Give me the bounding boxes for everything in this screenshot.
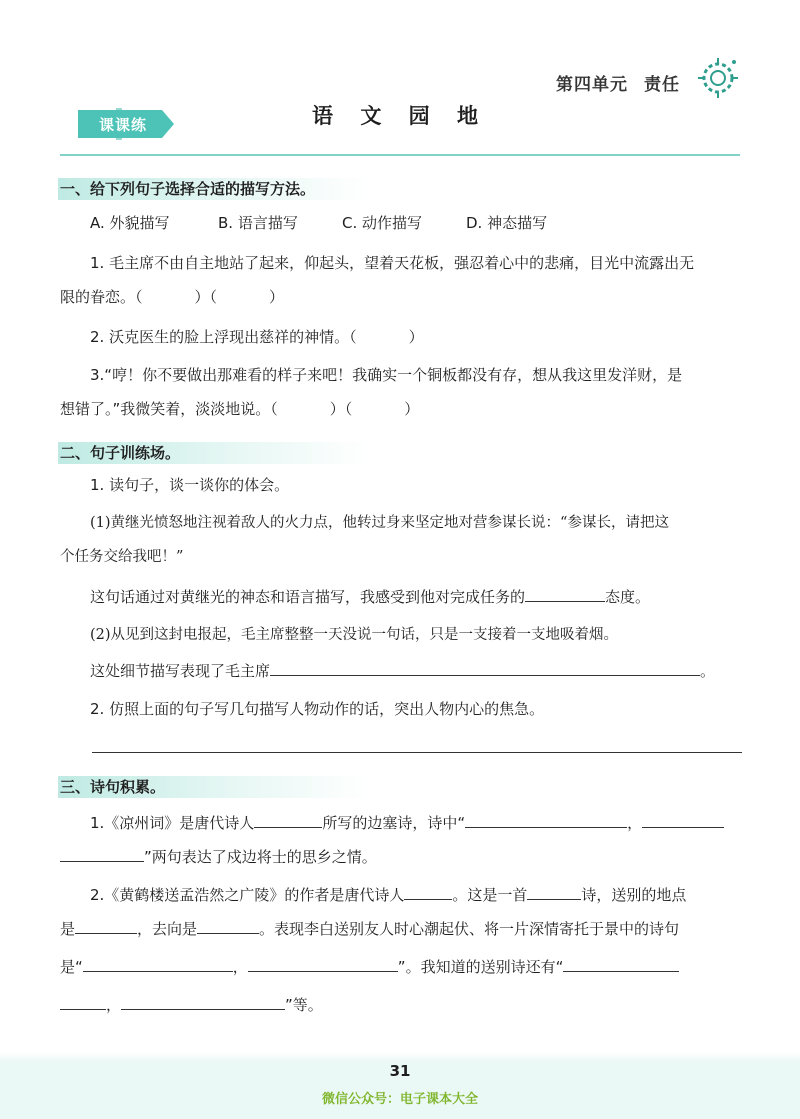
section3-heading: 三、诗句积累。 — [58, 776, 370, 798]
s2-item2-writing-line[interactable] — [92, 752, 742, 753]
p2-k: ”等。 — [285, 996, 323, 1014]
p1-line1 — [90, 812, 724, 834]
option-a: A. 外貌描写 — [90, 214, 170, 232]
p1-line2 — [60, 846, 377, 868]
s2-answer2 — [90, 660, 715, 682]
page-number: 31 — [389, 1062, 411, 1080]
s2-answer1-pre: 这句话通过对黄继光的神态和语言描写，我感受到他对完成任务的 — [90, 588, 526, 606]
p1-c: ， — [627, 814, 643, 832]
s2-answer2-post: 。 — [700, 662, 716, 680]
p2-a: 2.《黄鹤楼送孟浩然之广陵》的作者是唐代诗人 — [90, 886, 405, 904]
p2-line1 — [90, 884, 686, 906]
q3-line1: 3.“哼！你不要做出那难看的样子来吧！我确实一个铜板都没有存，想从我这里发洋财，是 — [90, 366, 683, 384]
q1-line1: 1. 毛主席不由自主地站了起来，仰起头，望着天花板，强忍着心中的悲痛，目光中流露出无 — [90, 254, 695, 272]
s2-answer1 — [90, 586, 650, 608]
unit-label — [556, 70, 680, 95]
option-list — [90, 212, 547, 234]
q2-paren-end: ） — [408, 328, 424, 346]
p1-verse-blank-1[interactable] — [465, 812, 627, 828]
section1-heading: 一、给下列句子选择合适的描写方法。 — [58, 178, 370, 200]
p2-j: ， — [106, 996, 122, 1014]
q1-paren-end: ） — [269, 288, 285, 306]
p1-verse-blank-2b[interactable] — [60, 846, 144, 862]
p1-verse-blank-2a[interactable] — [642, 812, 724, 828]
p2-c: 诗，送别的地点 — [581, 886, 687, 904]
p2-verse-blank-1[interactable] — [83, 956, 233, 972]
unit-name: 第四单元 — [556, 75, 628, 95]
s2-answer1-blank[interactable] — [525, 586, 605, 602]
s2-item2: 2. 仿照上面的句子写几句描写人物动作的话，突出人物内心的焦急。 — [90, 700, 545, 718]
unit-topic: 责任 — [644, 75, 680, 95]
q1-text: 限的眷恋。（ — [60, 288, 143, 306]
wechat-credit: 微信公众号：电子课本大全 — [321, 1092, 478, 1107]
q3-text: 想错了。”我微笑着，淡淡地说。（ — [60, 400, 278, 418]
s2-sentence1-line1: (1)黄继光愤怒地注视着敌人的火力点，他转过身来坚定地对营参谋长说：“参谋长，请把这 — [90, 515, 669, 531]
p2-type-blank[interactable] — [527, 884, 581, 900]
option-b: B. 语言描写 — [218, 214, 298, 232]
p2-line3 — [60, 956, 679, 978]
q2-line — [90, 326, 424, 348]
p1-poet-blank[interactable] — [254, 812, 322, 828]
p2-h: ， — [232, 958, 248, 976]
p2-other-poem-blank-2[interactable] — [121, 994, 285, 1010]
p2-e: ，去向是 — [137, 920, 198, 938]
p2-g: 是“ — [60, 958, 83, 976]
q1-line2 — [60, 286, 284, 308]
s2-answer2-pre: 这处细节描写表现了毛主席 — [90, 662, 271, 680]
q1-paren-mid: ）（ — [194, 288, 218, 306]
p1-a: 1.《凉州词》是唐代诗人 — [90, 814, 255, 832]
s2-answer2-blank[interactable] — [270, 660, 700, 676]
q2-text: 2. 沃克医生的脸上浮现出慈祥的神情。（ — [90, 328, 357, 346]
s2-sentence1-line2: 个任务交给我吧！” — [60, 549, 184, 565]
p1-d: ”两句表达了戍边将士的思乡之情。 — [144, 848, 377, 866]
p2-place-blank[interactable] — [75, 918, 137, 934]
option-d: D. 神态描写 — [466, 214, 548, 232]
header-divider — [60, 154, 740, 156]
p1-b: 所写的边塞诗，诗中“ — [322, 814, 466, 832]
footer-fade — [0, 1052, 800, 1062]
p2-line4 — [60, 994, 323, 1016]
s2-sentence2: (2)从见到这封电报起，毛主席整整一天没说一句话，只是一支接着一支地吸着烟。 — [90, 627, 619, 643]
p2-f: 。表现李白送别友人时心潮起伏、将一片深情寄托于景中的诗句 — [259, 920, 680, 938]
p2-verse-blank-2[interactable] — [248, 956, 398, 972]
section2-heading: 二、句子训练场。 — [58, 442, 370, 464]
gear-emblem-icon — [694, 54, 742, 102]
s2-item1: 1. 读句子，谈一谈你的体会。 — [90, 476, 290, 494]
p2-b: 。这是一首 — [452, 886, 528, 904]
badge-label: 课课练 — [98, 116, 147, 134]
option-c: C. 动作描写 — [342, 214, 423, 232]
page-title: 语 文 园 地 — [312, 103, 488, 128]
p2-line2 — [60, 918, 679, 940]
q3-paren-mid: ）（ — [329, 400, 353, 418]
q3-paren-end: ） — [404, 400, 420, 418]
p2-destination-blank[interactable] — [197, 918, 259, 934]
p2-d: 是 — [60, 920, 76, 938]
p2-other-poem-blank-1a[interactable] — [563, 956, 679, 972]
p2-i: ”。我知道的送别诗还有“ — [397, 958, 564, 976]
q3-line2 — [60, 398, 419, 420]
p2-poet-blank[interactable] — [404, 884, 452, 900]
s2-answer1-post: 态度。 — [605, 588, 651, 606]
p2-other-poem-blank-1b[interactable] — [60, 994, 106, 1010]
